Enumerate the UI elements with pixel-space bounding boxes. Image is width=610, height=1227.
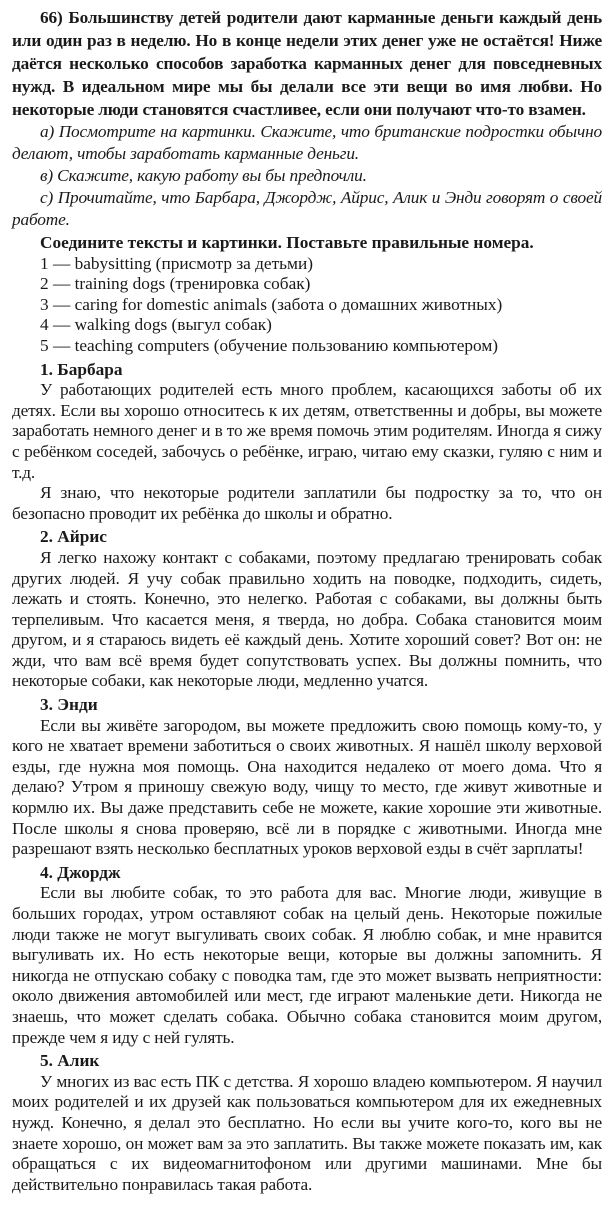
task-c: с) Прочитайте, что Барбара, Джордж, Айрис, Алик и Энди говорят о своей работе.	[12, 188, 602, 229]
barbara-paragraph-2: Я знаю, что некоторые родители заплатили бы подростку за то, что он безопасно проводит их ребёнка до школы и обратно.	[12, 483, 602, 523]
option-5: 5 — teaching computers (обучение пользованию компьютером)	[40, 335, 499, 355]
task-a: а) Посмотрите на картинки. Скажите, что британские подростки обычно делают, чтобы заработать карманные деньги.	[12, 122, 602, 163]
section-heading-iris: 2. Айрис	[40, 527, 107, 547]
exercise-intro: 66) Большинству детей родители дают карманные деньги каждый день или один раз в неделю. Но в конце недели этих денег уже не остаётся! Ниже даётся несколько способов заработка карманных денег для повседневных нужд. В идеальном мире мы бы делали все эти вещи во имя любви. Но некоторые люди становятся счастливее, если они получают что-то взамен.	[12, 8, 602, 119]
task-b: в) Скажите, какую работу вы бы предпочли.	[40, 166, 367, 185]
barbara-paragraph-1: У работающих родителей есть много проблем, касающихся заботы об их детях. Если вы хорошо относитесь к их детям, ответственны и добры, вы можете заработать немного денег и в то же время помочь этим родителям. Иногда я сижу с ребёнком соседей, забочусь о ребёнке, играю, читаю ему сказки, гуляю с ним и т.д.	[12, 380, 602, 482]
option-4: 4 — walking dogs (выгул собак)	[40, 315, 272, 335]
alik-paragraph: У многих из вас есть ПК с детства. Я хорошо владею компьютером. Я научил моих родителей и их друзей как пользоваться компьютером для их ежедневных нужд. Конечно, я делал это бесплатно. Но если вы учите кого-то, кого вы не знаете хорошо, он может вам за это заплатить. Вы также можете показать им, как обращаться с их видеомагнитофоном или другими машинами. Мне бы действительно понравилась такая работа.	[12, 1071, 602, 1194]
match-instruction: Соедините тексты и картинки. Поставьте правильные номера.	[40, 233, 534, 252]
section-heading-alik: 5. Алик	[40, 1051, 100, 1071]
section-heading-barbara: 1. Барбара	[40, 359, 123, 379]
option-2: 2 — training dogs (тренировка собак)	[40, 274, 311, 294]
section-heading-george: 4. Джордж	[40, 862, 121, 882]
section-heading-andy: 3. Энди	[40, 695, 98, 715]
george-paragraph: Если вы любите собак, то это работа для вас. Многие люди, живущие в больших городах, утром оставляют собак на целый день. Некоторые пожилые люди также не могут выгуливать своих собак. Я люблю собак, и мне нравится выгуливать их. Но есть некоторые вещи, которые вы должны запомнить. Я никогда не отпускаю собаку с поводка там, где это может вызвать неприятности: около движения автомобилей или мест, где играют маленькие дети. Никогда не знаешь, что может сделать собака. Обычно собака становится моим другом, прежде чем я иду с ней гулять.	[12, 883, 602, 1047]
option-3: 3 — caring for domestic animals (забота о домашних животных)	[40, 294, 503, 314]
option-1: 1 — babysitting (присмотр за детьми)	[40, 253, 313, 273]
andy-paragraph: Если вы живёте загородом, вы можете предложить свою помощь кому-то, у кого не хватает времени заботиться о своих животных. Я нашёл школу верховой езды, где нужна моя помощь. Она находится недалеко от моего дома. Что я делаю? Утром я приношу свежую воду, чищу то место, где живут животные и кормлю их. Вы даже представить себе не можете, какие хорошие эти животные. После школы я снова проверяю, всё ли в порядке с животными. Иногда мне разрешают взять несколько бесплатных уроков верховой езды в счёт зарплаты!	[12, 715, 602, 859]
iris-paragraph: Я легко нахожу контакт с собаками, поэтому предлагаю тренировать собак других людей. Я учу собак правильно ходить на поводке, подходить, сидеть, лежать и стоять. Конечно, это нелегко. Работая с собаками, вы должны быть терпеливым. Что касается меня, я тверда, но добра. Собака становится моим другом, и я стараюсь видеть её каждый день. Хотите хороший совет? Вот он: не жди, что вам всё время будет сопутствовать успех. Вы должны помнить, что некоторые собаки, как некоторые люди, медленно учатся.	[12, 547, 602, 691]
